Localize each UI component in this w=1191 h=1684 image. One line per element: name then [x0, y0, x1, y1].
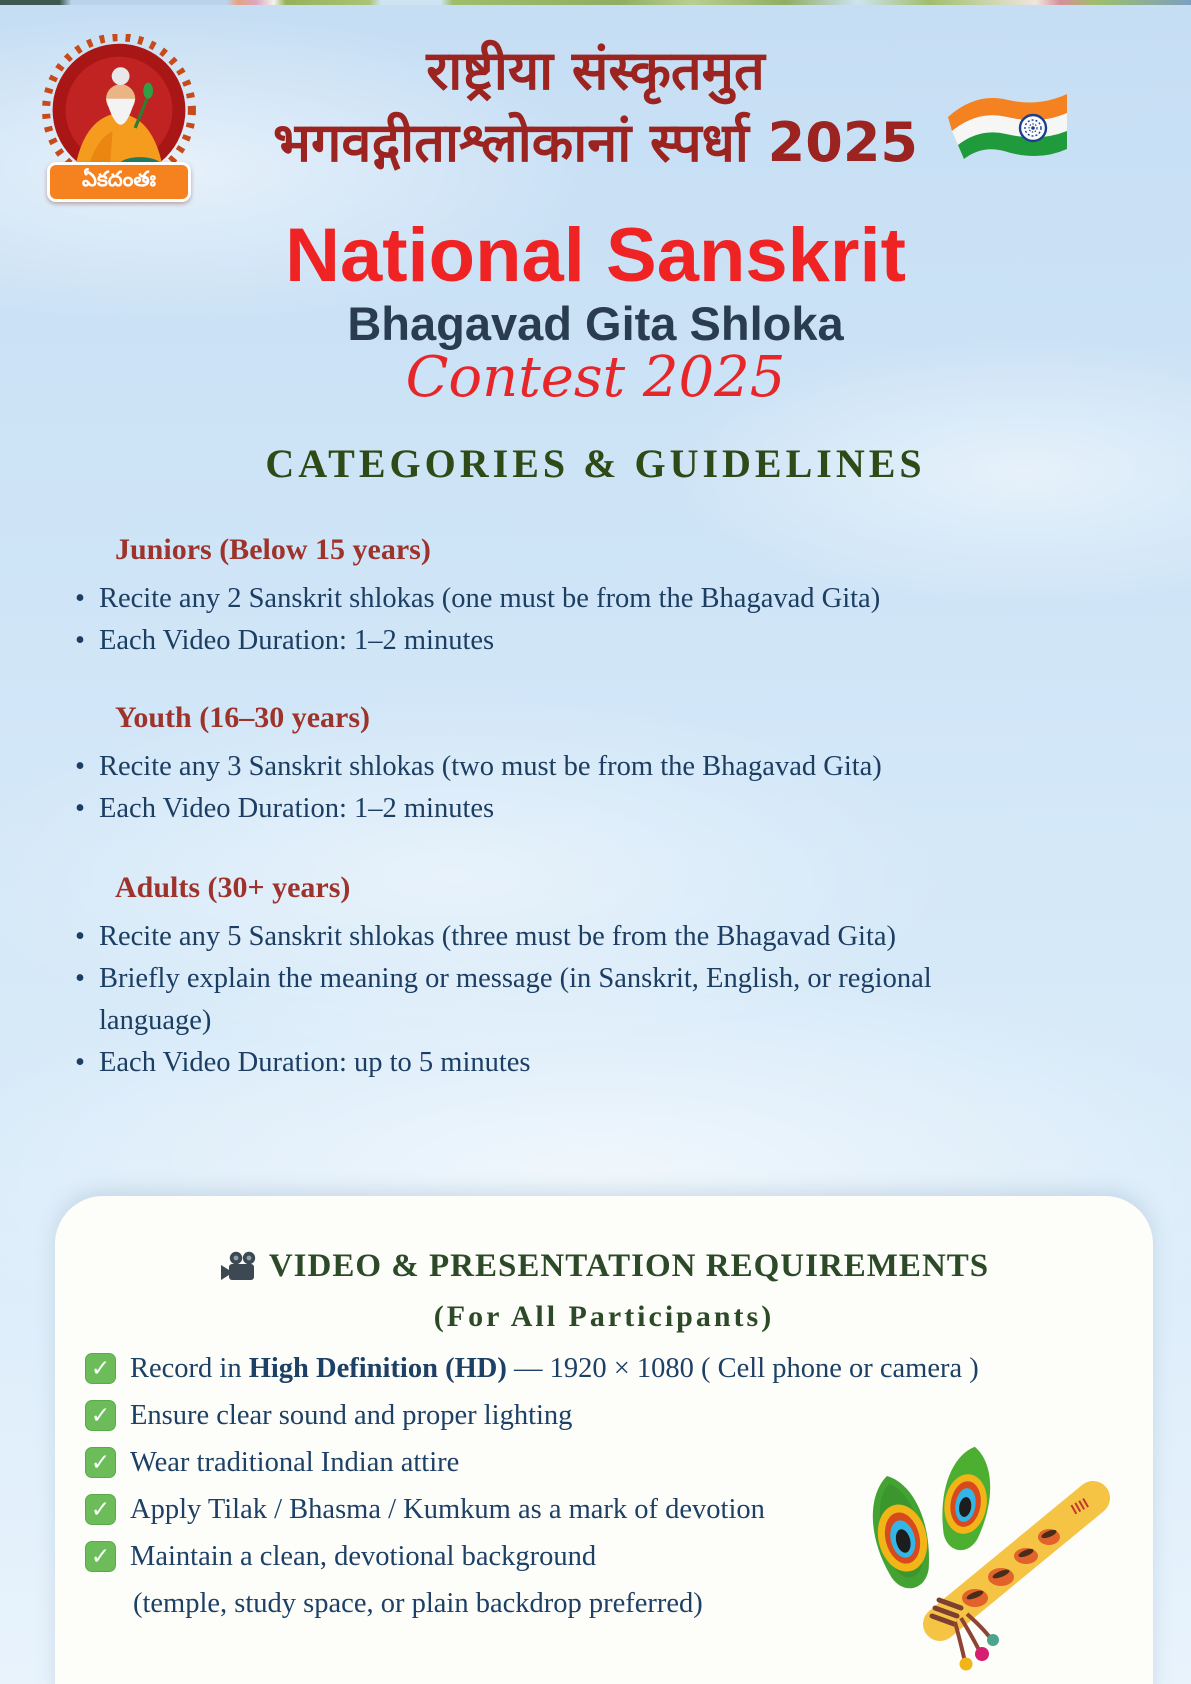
bullet-dot: •	[75, 1047, 85, 1078]
category-title: Juniors (Below 15 years)	[115, 533, 431, 566]
requirement-text: Apply Tilak / Bhasma / Kumkum as a mark of devotion	[130, 1494, 765, 1525]
bullet-dot: •	[75, 751, 85, 782]
peacock-feather-right	[936, 1443, 997, 1553]
guideline-item	[75, 958, 1005, 1042]
title-bhagavad-gita-shloka: Bhagavad Gita Shloka	[347, 297, 844, 350]
sanskrit-title-line1: राष्ट्रीया संस्कृतमुत	[426, 39, 765, 102]
requirement-text	[130, 1352, 979, 1386]
guideline-text: Recite any 2 Sanskrit shlokas (one must be from the Bhagavad Gita)	[99, 583, 881, 614]
india-flag-icon	[945, 86, 1071, 172]
green-checkmark-icon: ✓	[85, 1541, 116, 1572]
bullet-dot: •	[75, 921, 85, 952]
top-edge-strip	[0, 0, 1191, 5]
guideline-text: Briefly explain the meaning or message (in Sanskrit, English, or regional language)	[99, 963, 932, 1036]
requirements-heading: VIDEO & PRESENTATION REQUIREMENTS	[268, 1248, 990, 1284]
green-checkmark-icon: ✓	[85, 1494, 116, 1525]
category-title: Adults (30+ years)	[115, 871, 351, 904]
logo-label: ఏకదంతః	[47, 162, 191, 202]
requirements-heading-row	[55, 1248, 1153, 1285]
peacock-feather-left	[861, 1470, 939, 1594]
guideline-item	[75, 620, 1005, 662]
requirement-text: Ensure clear sound and proper lighting	[130, 1400, 573, 1431]
requirement-item	[85, 1352, 1045, 1386]
green-checkmark-icon: ✓	[85, 1447, 116, 1478]
guideline-text: Each Video Duration: up to 5 minutes	[99, 1047, 531, 1078]
category-youth	[75, 700, 1005, 830]
guideline-list	[75, 746, 1005, 830]
requirement-text: Wear traditional Indian attire	[130, 1447, 460, 1478]
requirement-text-part: Record in	[130, 1353, 249, 1384]
category-juniors	[75, 532, 1005, 662]
bullet-dot: •	[75, 625, 85, 656]
guideline-list	[75, 578, 1005, 662]
title-contest-2025: Contest 2025	[405, 345, 786, 410]
peacock-feather-flute-icon	[815, 1412, 1125, 1672]
requirement-text-part: — 1920 × 1080 ( Cell phone or camera )	[506, 1353, 979, 1384]
green-checkmark-icon: ✓	[85, 1353, 116, 1384]
requirements-card	[55, 1196, 1153, 1684]
bullet-dot: •	[75, 963, 85, 994]
guideline-item	[75, 578, 1005, 620]
guideline-item	[75, 1042, 1005, 1084]
requirement-text-bold: High Definition (HD)	[248, 1353, 507, 1384]
video-camera-icon	[219, 1251, 257, 1283]
sanskrit-title-line2: भगवद्गीताश्लोकानां स्पर्धा 2025	[273, 111, 918, 174]
ashoka-chakra-icon	[1019, 114, 1047, 142]
guideline-text: Recite any 5 Sanskrit shlokas (three must be from the Bhagavad Gita)	[99, 921, 896, 952]
bullet-dot: •	[75, 583, 85, 614]
guideline-item	[75, 746, 1005, 788]
category-adults	[75, 870, 1005, 1084]
guideline-text: Each Video Duration: 1–2 minutes	[99, 625, 495, 656]
requirements-subheading: (For All Participants)	[433, 1300, 775, 1333]
requirements-note: (temple, study space, or plain backdrop preferred)	[133, 1588, 703, 1619]
categories-guidelines-heading: CATEGORIES & GUIDELINES	[265, 441, 926, 486]
green-checkmark-icon: ✓	[85, 1400, 116, 1431]
category-title: Youth (16–30 years)	[115, 701, 370, 734]
guideline-list	[75, 916, 1005, 1084]
guideline-text: Recite any 3 Sanskrit shlokas (two must be from the Bhagavad Gita)	[99, 751, 882, 782]
requirement-text: Maintain a clean, devotional background	[130, 1541, 597, 1572]
guideline-item	[75, 788, 1005, 830]
guideline-text: Each Video Duration: 1–2 minutes	[99, 793, 495, 824]
bullet-dot: •	[75, 793, 85, 824]
guideline-item	[75, 916, 1005, 958]
title-national-sanskrit: National Sanskrit	[285, 213, 906, 298]
